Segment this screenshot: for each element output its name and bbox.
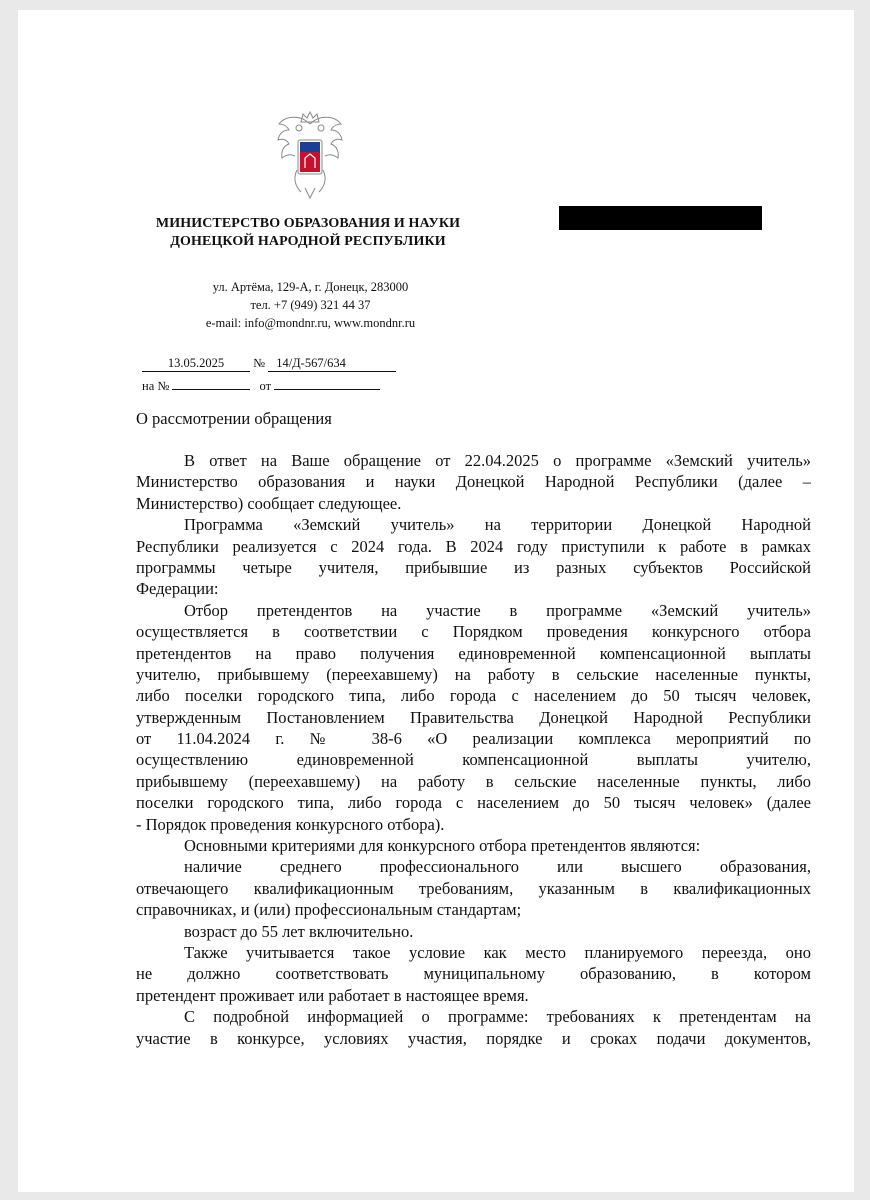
body-paragraph <box>136 514 811 600</box>
body-line: утвержденным Постановлением Правительства Донецкой Народной Республики <box>136 707 811 727</box>
body-line: справочниках, и (или) профессиональным стандартам; <box>136 900 522 920</box>
number-sign: № <box>253 356 266 370</box>
body-line: прибывшему (переехавшему) на работу в сельские населенные пункты, либо <box>136 771 811 791</box>
body-paragraph <box>136 856 811 920</box>
body-line: либо поселки городского типа, либо города с населением до 50 тысяч человек, <box>136 686 811 706</box>
letter-reference <box>142 352 402 396</box>
body-paragraph <box>136 600 811 835</box>
redacted-recipient <box>559 206 762 230</box>
body-line: Также учитывается такое условие как место планируемого переезда, оно <box>184 942 811 962</box>
body-line: Министерство образования и науки Донецкой Народной Республики (далее – <box>136 472 811 492</box>
body-line: участие в конкурсе, условиях участия, порядке и сроках подачи документов, <box>136 1028 811 1048</box>
body-line: учителю, прибывшему (переехавшему) на работу в сельские населенные пункты, <box>136 664 811 684</box>
body-line: претендентов на право получения единовременной компенсационной выплаты <box>136 643 811 663</box>
body-line: наличие среднего профессионального или высшего образования, <box>184 857 811 877</box>
ministry-name-line1: МИНИСТЕРСТВО ОБРАЗОВАНИЯ И НАУКИ <box>155 216 461 231</box>
ministry-contacts <box>158 278 463 332</box>
address: ул. Артёма, 129-А, г. Донецк, 283000 <box>212 280 409 294</box>
body-paragraph <box>136 921 811 942</box>
body-line: программы четыре учителя, прибывшие из разных субъектов Российской <box>136 557 811 577</box>
coat-of-arms-icon <box>275 110 345 200</box>
body-paragraph <box>136 942 811 1006</box>
body-line: от 11.04.2024 г. № 38-6 «О реализации комплекса мероприятий по <box>136 729 811 749</box>
body-line: Программа «Земский учитель» на территории Донецкой Народной <box>184 515 811 535</box>
phone: тел. +7 (949) 321 44 37 <box>250 298 371 312</box>
letter-date: 13.05.2025 <box>142 356 250 372</box>
body-line: не должно соответствовать муниципальному образованию, в котором <box>136 964 811 984</box>
ministry-name-line2: ДОНЕЦКОЙ НАРОДНОЙ РЕСПУБЛИКИ <box>170 234 446 249</box>
reply-to-label: на № <box>142 379 170 393</box>
body-line: осуществлению единовременной компенсационной выплаты учителю, <box>136 750 811 770</box>
body-line: С подробной информацией о программе: требованиях к претендентам на <box>184 1007 811 1027</box>
body-line: претендент проживает или работает в настоящее время. <box>136 985 529 1005</box>
body-line: возраст до 55 лет включительно. <box>184 921 414 941</box>
letter-number: 14/Д-567/634 <box>268 356 396 372</box>
body-line: Министерство) сообщает следующее. <box>136 493 402 513</box>
ministry-name <box>113 215 503 251</box>
body-line: отвечающего квалификационным требованиям, указанным в квалификационных <box>136 878 811 898</box>
body-paragraph <box>136 1006 811 1049</box>
from-label: от <box>259 379 272 393</box>
body-line: В ответ на Ваше обращение от 22.04.2025 о программе «Земский учитель» <box>184 451 811 470</box>
letter-page <box>18 10 854 1192</box>
body-line: поселки городского типа, либо города с населением до 50 тысяч человек» (далее <box>136 793 811 813</box>
letter-body <box>136 450 811 1049</box>
body-line: - Порядок проведения конкурсного отбора). <box>136 814 445 834</box>
body-line: осуществляется в соответствии с Порядком проведения конкурсного отбора <box>136 622 811 642</box>
body-line: Отбор претендентов на участие в программе «Земский учитель» <box>184 600 811 620</box>
letter-subject: О рассмотрении обращения <box>136 409 332 428</box>
body-paragraph <box>136 835 811 856</box>
email-website: e-mail: info@mondnr.ru, www.mondnr.ru <box>205 316 416 330</box>
body-line: Основными критериями для конкурсного отбора претендентов являются: <box>184 836 701 856</box>
body-line: Федерации: <box>136 579 219 599</box>
body-line: Республики реализуется с 2024 года. В 2024 году приступили к работе в рамках <box>136 536 811 556</box>
body-paragraph <box>136 450 811 514</box>
